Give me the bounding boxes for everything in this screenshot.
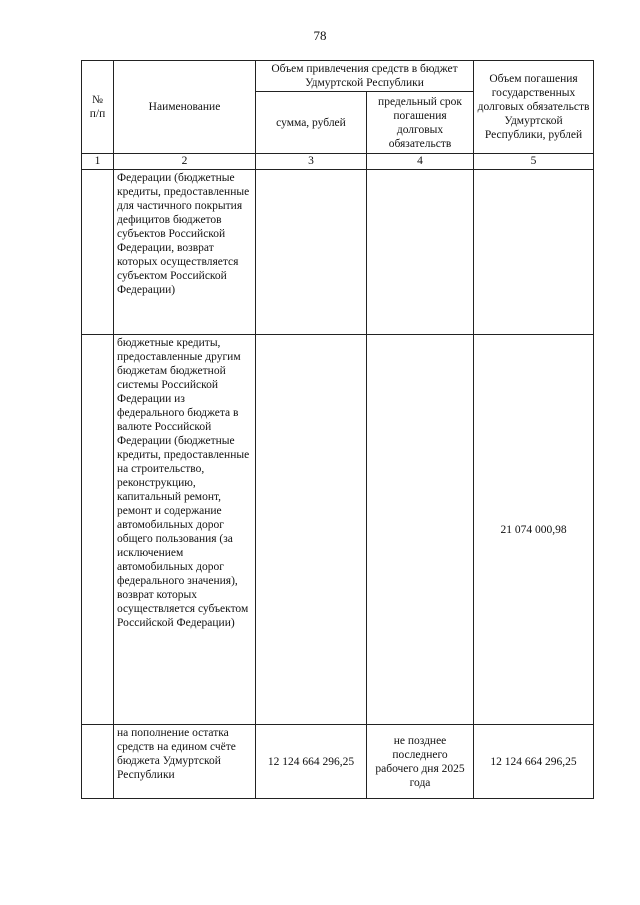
row-no bbox=[82, 725, 114, 799]
row-repayment: 12 124 664 296,25 bbox=[474, 725, 594, 799]
row-sum bbox=[256, 170, 367, 335]
row-deadline bbox=[367, 335, 474, 725]
header-col-repayment: Объем погашения государственных долговых обязательств Удмуртской Республики, рублей bbox=[474, 61, 594, 154]
header-col-sum: сумма, рублей bbox=[256, 92, 367, 154]
column-number: 5 bbox=[474, 154, 594, 170]
row-name: на пополнение остатка средств на едином счёте бюджета Удмуртской Республики bbox=[114, 725, 256, 799]
row-name: бюджетные кредиты, предоставленные другим бюджетам бюджетной системы Российской Федерации из федерального бюджета в валюте Российской Федерации (бюджетные кредиты, предоставленные на строительство, реконструкцию, капитальный ремонт, ремонт и содержание автомобильных дорог общего пользования (за исключением автомобильных дорог федерального значения), возврат которых осуществляется субъектом Российской Федерации) bbox=[114, 335, 256, 725]
row-deadline bbox=[367, 170, 474, 335]
row-sum: 12 124 664 296,25 bbox=[256, 725, 367, 799]
row-name: Федерации (бюджетные кредиты, предоставленные для частичного покрытия дефицитов бюджетов субъектов Российской Федерации, возврат которых осуществляется субъектом Российской Федерации) bbox=[114, 170, 256, 335]
row-repayment: 21 074 000,98 bbox=[474, 335, 594, 725]
column-number: 1 bbox=[82, 154, 114, 170]
header-col-deadline: предельный срок погашения долговых обязательств bbox=[367, 92, 474, 154]
table-row bbox=[82, 170, 594, 335]
column-number-row bbox=[82, 154, 594, 170]
table-row bbox=[82, 335, 594, 725]
column-number: 2 bbox=[114, 154, 256, 170]
row-repayment bbox=[474, 170, 594, 335]
header-group-attraction: Объем привлечения средств в бюджет Удмуртской Республики bbox=[256, 61, 474, 92]
header-row-top bbox=[82, 61, 594, 92]
row-sum bbox=[256, 335, 367, 725]
row-no bbox=[82, 170, 114, 335]
table-row bbox=[82, 725, 594, 799]
budget-table bbox=[81, 60, 594, 799]
header-col-name: Наименование bbox=[114, 61, 256, 154]
row-deadline: не позднее последнего рабочего дня 2025 года bbox=[367, 725, 474, 799]
page-number: 78 bbox=[313, 28, 327, 43]
header-col-no: № п/п bbox=[82, 61, 114, 154]
row-no bbox=[82, 335, 114, 725]
column-number: 4 bbox=[367, 154, 474, 170]
column-number: 3 bbox=[256, 154, 367, 170]
